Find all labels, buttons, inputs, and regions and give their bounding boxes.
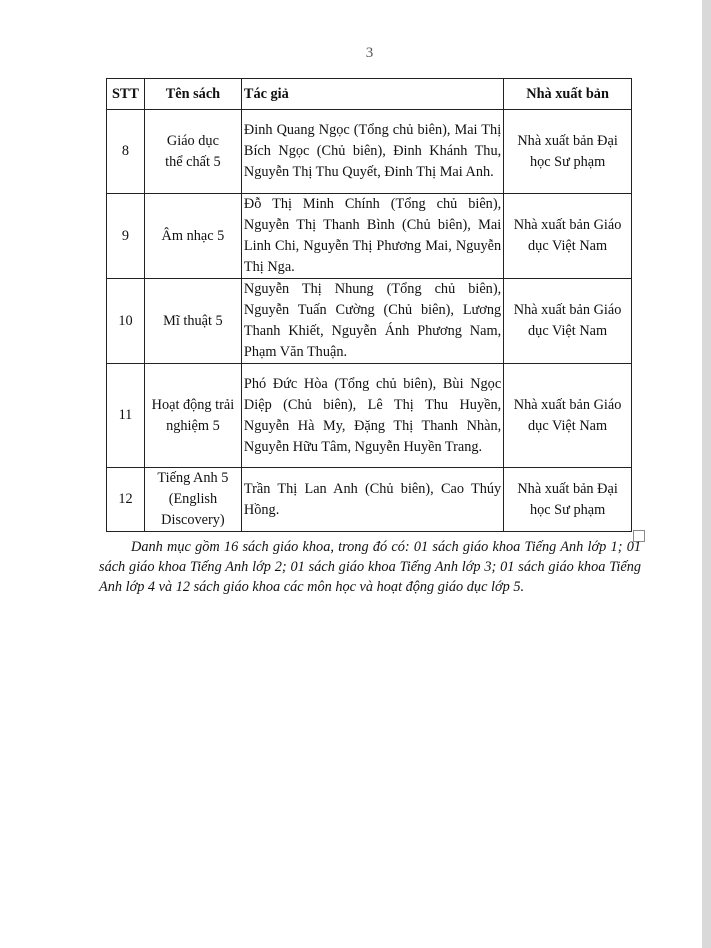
publisher-line: Nhà xuất bản Giáo — [513, 396, 622, 413]
row-book-name — [144, 364, 241, 468]
book-name-line: Giáo dục — [166, 132, 219, 149]
row-stt: 11 — [107, 364, 145, 468]
book-name-line: Âm nhạc 5 — [161, 227, 225, 244]
table-row — [107, 110, 632, 194]
row-publisher — [504, 364, 632, 468]
row-publisher — [504, 110, 632, 194]
book-name-line: thể chất 5 — [165, 153, 221, 170]
row-publisher — [504, 468, 632, 532]
book-name-line: (English — [168, 491, 218, 507]
page-number: 3 — [365, 45, 374, 61]
table-row — [107, 194, 632, 279]
publisher-line: Nhà xuất bản Giáo — [513, 217, 622, 233]
summary-note: Danh mục gồm 16 sách giáo khoa, trong đó có: 01 sách giáo khoa Tiếng Anh lớp 1; 01 sách giáo khoa Tiếng Anh lớp 2; 01 sách giáo khoa Tiếng Anh lớp 3; 01 sách giáo khoa Tiếng Anh lớp 4 và 12 sách giáo khoa các môn học và hoạt động giáo dục lớp 5. — [99, 539, 641, 595]
table-row — [107, 364, 632, 468]
row-book-name — [144, 279, 241, 364]
row-publisher — [504, 194, 632, 279]
row-author: Đỗ Thị Minh Chính (Tổng chủ biên), Nguyễn Thị Thanh Bình (Chủ biên), Mai Linh Chi, Nguyễn Thị Phương Mai, Nguyễn Thị Nga. — [241, 194, 503, 279]
row-author: Đinh Quang Ngọc (Tổng chủ biên), Mai Thị Bích Ngọc (Chủ biên), Đinh Khánh Thu, Nguyễn Thị Thu Quyết, Đinh Thị Mai Anh. — [241, 110, 503, 194]
header-publisher: Nhà xuất bản — [504, 79, 632, 110]
row-stt: 8 — [107, 110, 145, 194]
row-publisher — [504, 279, 632, 364]
row-book-name — [144, 110, 241, 194]
publisher-line: học Sư phạm — [529, 153, 606, 170]
publisher-line: dục Việt Nam — [528, 417, 608, 434]
publisher-line: học Sư phạm — [529, 501, 606, 518]
book-name-line: Hoạt động trải — [151, 396, 235, 413]
book-name-line: Tiếng Anh 5 — [157, 470, 229, 486]
table-header-row — [107, 79, 632, 110]
table-row — [107, 279, 632, 364]
publisher-line: Nhà xuất bản Giáo — [513, 302, 622, 318]
header-author: Tác giả — [241, 79, 503, 110]
window-edge — [702, 0, 711, 948]
book-name-line: Mĩ thuật 5 — [163, 312, 223, 329]
row-author: Nguyễn Thị Nhung (Tổng chủ biên), Nguyễn Tuấn Cường (Chủ biên), Lương Thanh Khiết, Nguyễn Ánh Phương Nam, Phạm Văn Thuận. — [241, 279, 503, 364]
row-book-name — [144, 468, 241, 532]
header-stt: STT — [107, 79, 145, 110]
book-name-line: Discovery) — [161, 512, 225, 528]
row-stt: 10 — [107, 279, 145, 364]
row-stt: 12 — [107, 468, 145, 532]
publisher-line: Nhà xuất bản Đại — [517, 480, 618, 497]
textbook-table — [106, 78, 632, 532]
book-name-line: nghiệm 5 — [166, 417, 220, 434]
publisher-line: Nhà xuất bản Đại — [517, 132, 618, 149]
header-book-name: Tên sách — [144, 79, 241, 110]
publisher-line: dục Việt Nam — [528, 323, 608, 339]
row-author: Phó Đức Hòa (Tổng chủ biên), Bùi Ngọc Diệp (Chủ biên), Lê Thị Thu Huyền, Nguyễn Hà My, Đặng Thị Thanh Nhàn, Nguyễn Hữu Tâm, Nguyễn Huyền Trang. — [241, 364, 503, 468]
row-stt: 9 — [107, 194, 145, 279]
table-row — [107, 468, 632, 532]
row-book-name — [144, 194, 241, 279]
publisher-line: dục Việt Nam — [528, 238, 608, 254]
row-author: Trần Thị Lan Anh (Chủ biên), Cao Thúy Hồng. — [241, 468, 503, 532]
